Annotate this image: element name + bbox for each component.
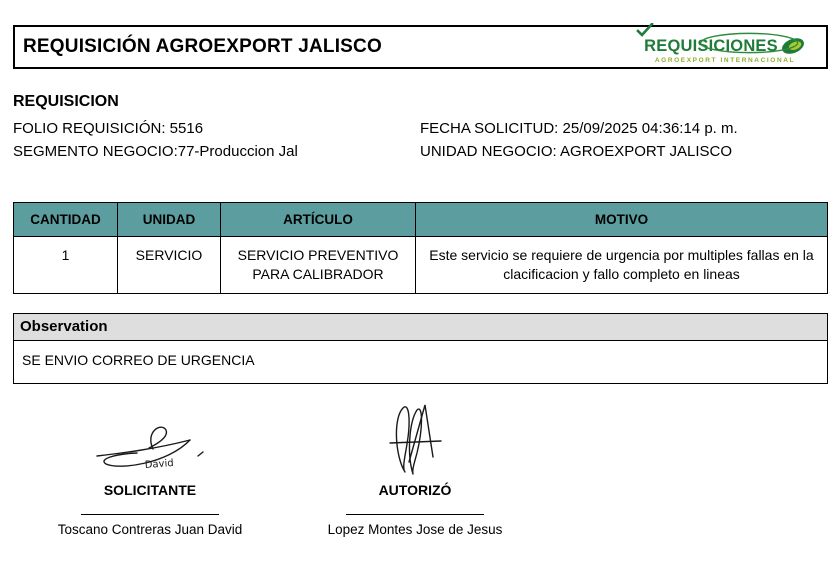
cell-articulo: SERVICIO PREVENTIVO PARA CALIBRADOR bbox=[221, 237, 416, 294]
svg-text:David: David bbox=[143, 458, 174, 471]
signature-name: Lopez Montes Jose de Jesus bbox=[327, 522, 503, 537]
header-articulo: ARTÍCULO bbox=[221, 203, 416, 237]
page-title: REQUISICIÓN AGROEXPORT JALISCO bbox=[23, 36, 382, 57]
requisition-fields bbox=[13, 121, 828, 160]
field-unidad: UNIDAD NEGOCIO: AGROEXPORT JALISCO bbox=[420, 143, 733, 160]
avocado-icon bbox=[780, 36, 806, 56]
logo-subtitle: AGROEXPORT INTERNACIONAL bbox=[654, 57, 796, 64]
signature-line bbox=[346, 514, 484, 515]
header-motivo: MOTIVO bbox=[416, 203, 828, 237]
signature-block-solicitante bbox=[20, 398, 280, 537]
company-logo bbox=[634, 30, 816, 64]
observation-text: SE ENVIO CORREO DE URGENCIA bbox=[22, 352, 255, 368]
signature-line bbox=[81, 514, 219, 515]
field-segmento: SEGMENTO NEGOCIO:77-Produccion Jal bbox=[13, 143, 298, 160]
check-icon bbox=[636, 23, 654, 37]
field-folio: FOLIO REQUISICIÓN: 5516 bbox=[13, 120, 204, 137]
signature-block-autorizo bbox=[285, 398, 545, 537]
field-fecha: FECHA SOLICITUD: 25/09/2025 04:36:14 p. m. bbox=[420, 120, 738, 137]
signature-role: AUTORIZÓ bbox=[378, 482, 452, 498]
observation-heading: Observation bbox=[14, 314, 827, 341]
signature-autorizo-icon bbox=[383, 400, 447, 476]
header-cantidad: CANTIDAD bbox=[14, 203, 118, 237]
cell-motivo: Este servicio se requiere de urgencia por multiples fallas en la clacificacion y fallo completo en lineas bbox=[416, 237, 828, 294]
observation-section bbox=[13, 313, 828, 384]
signature-solicitante-icon bbox=[93, 414, 208, 476]
header-unidad: UNIDAD bbox=[118, 203, 221, 237]
cell-cantidad: 1 bbox=[14, 237, 118, 294]
logo-wordmark: REQUISICIONES bbox=[644, 36, 778, 55]
section-heading: REQUISICION bbox=[13, 93, 119, 110]
cell-unidad: SERVICIO bbox=[118, 237, 221, 294]
table-header-row bbox=[14, 203, 828, 237]
table-row bbox=[14, 237, 828, 294]
signature-role: SOLICITANTE bbox=[103, 482, 197, 498]
items-table bbox=[13, 202, 828, 294]
document-header bbox=[13, 25, 828, 69]
signature-name: Toscano Contreras Juan David bbox=[57, 522, 243, 537]
